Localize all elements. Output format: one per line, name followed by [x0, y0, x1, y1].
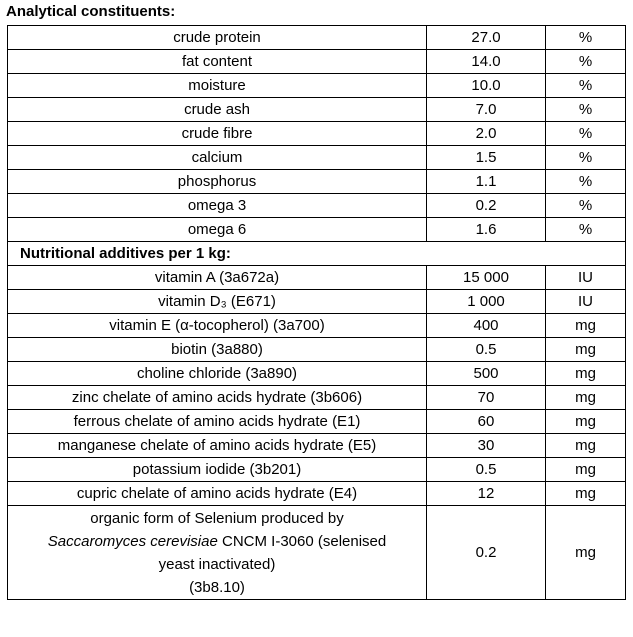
- nutrient-value: 1.6: [427, 218, 546, 242]
- table-row: [8, 218, 626, 242]
- nutrient-unit: IU: [546, 266, 626, 290]
- constituents-table: [7, 25, 626, 600]
- selenium-line4: (3b8.10): [189, 578, 245, 596]
- table-row: [8, 386, 626, 410]
- nutrient-name: omega 3: [8, 194, 427, 218]
- nutrient-value: 12: [427, 482, 546, 506]
- table-row: [8, 290, 626, 314]
- nutrient-value: 14.0: [427, 50, 546, 74]
- table-row: [8, 362, 626, 386]
- nutrient-unit: mg: [546, 458, 626, 482]
- nutrient-name: crude fibre: [8, 122, 427, 146]
- nutrient-value: 1 000: [427, 290, 546, 314]
- nutrient-unit: %: [546, 74, 626, 98]
- nutrient-unit: %: [546, 50, 626, 74]
- nutrient-name: vitamin A (3a672a): [8, 266, 427, 290]
- table-row: [8, 146, 626, 170]
- table-row: [8, 434, 626, 458]
- nutrient-name: moisture: [8, 74, 427, 98]
- table-row: [8, 122, 626, 146]
- nutrient-name: biotin (3a880): [8, 338, 427, 362]
- nutrient-name: [8, 506, 427, 600]
- table-row: [8, 338, 626, 362]
- nutrient-unit: mg: [546, 362, 626, 386]
- nutrient-unit: %: [546, 170, 626, 194]
- nutrient-unit: %: [546, 98, 626, 122]
- nutrient-value: 2.0: [427, 122, 546, 146]
- nutrient-value: 10.0: [427, 74, 546, 98]
- nutrient-unit: %: [546, 122, 626, 146]
- nutrient-unit: IU: [546, 290, 626, 314]
- table-row: [8, 74, 626, 98]
- nutrient-unit: %: [546, 26, 626, 50]
- selenium-line1: organic form of Selenium produced by: [90, 509, 344, 527]
- table-row: [8, 314, 626, 338]
- nutrient-name: manganese chelate of amino acids hydrate (E5): [8, 434, 427, 458]
- nutrient-name: fat content: [8, 50, 427, 74]
- table-row: [8, 98, 626, 122]
- subheader-row: [8, 242, 626, 266]
- nutrient-value: 60: [427, 410, 546, 434]
- nutrient-name: crude protein: [8, 26, 427, 50]
- nutrient-value: 500: [427, 362, 546, 386]
- nutrient-value: 0.5: [427, 458, 546, 482]
- nutrient-value: 15 000: [427, 266, 546, 290]
- selenium-line2-italic: Saccaromyces cerevisiae: [47, 532, 218, 550]
- selenium-body: [8, 506, 626, 600]
- table-row: [8, 458, 626, 482]
- nutrient-name: ferrous chelate of amino acids hydrate (E1): [8, 410, 427, 434]
- nutrient-unit: mg: [546, 338, 626, 362]
- nutrient-name: choline chloride (3a890): [8, 362, 427, 386]
- section-title: Analytical constituents:: [6, 3, 176, 20]
- table-row: [8, 410, 626, 434]
- nutrient-value: 400: [427, 314, 546, 338]
- selenium-line2-rest: CNCM I-3060 (selenised: [217, 532, 387, 550]
- additives-header: Nutritional additives per 1 kg:: [8, 242, 626, 266]
- nutrient-unit: %: [546, 218, 626, 242]
- table-row: [8, 482, 626, 506]
- nutrient-name: calcium: [8, 146, 427, 170]
- nutrient-unit: mg: [546, 410, 626, 434]
- nutrient-name: vitamin E (α-tocopherol) (3a700): [8, 314, 427, 338]
- nutrient-value: 1.5: [427, 146, 546, 170]
- nutrient-value: 70: [427, 386, 546, 410]
- nutrient-name: potassium iodide (3b201): [8, 458, 427, 482]
- nutrient-unit: mg: [546, 482, 626, 506]
- nutrient-name: vitamin D₃ (E671): [8, 290, 427, 314]
- analytical-body: [8, 26, 626, 242]
- table-row: [8, 50, 626, 74]
- nutrient-value: 0.2: [427, 506, 546, 600]
- nutrient-name: cupric chelate of amino acids hydrate (E4): [8, 482, 427, 506]
- table-row: [8, 266, 626, 290]
- nutrient-unit: %: [546, 146, 626, 170]
- table-row: [8, 26, 626, 50]
- nutrient-name: omega 6: [8, 218, 427, 242]
- nutrient-value: 0.5: [427, 338, 546, 362]
- table-row: [8, 506, 626, 600]
- nutrient-value: 27.0: [427, 26, 546, 50]
- nutrient-unit: mg: [546, 386, 626, 410]
- nutrient-unit: mg: [546, 506, 626, 600]
- nutrient-value: 30: [427, 434, 546, 458]
- nutrient-name: zinc chelate of amino acids hydrate (3b606): [8, 386, 427, 410]
- nutrient-name: crude ash: [8, 98, 427, 122]
- nutrient-value: 1.1: [427, 170, 546, 194]
- nutrient-value: 0.2: [427, 194, 546, 218]
- nutrient-unit: %: [546, 194, 626, 218]
- selenium-line3: yeast inactivated): [158, 555, 276, 573]
- nutrient-value: 7.0: [427, 98, 546, 122]
- additives-header-body: [8, 242, 626, 266]
- additives-body: [8, 266, 626, 506]
- table-row: [8, 170, 626, 194]
- nutrient-name: phosphorus: [8, 170, 427, 194]
- table-row: [8, 194, 626, 218]
- nutrient-unit: mg: [546, 314, 626, 338]
- nutrient-unit: mg: [546, 434, 626, 458]
